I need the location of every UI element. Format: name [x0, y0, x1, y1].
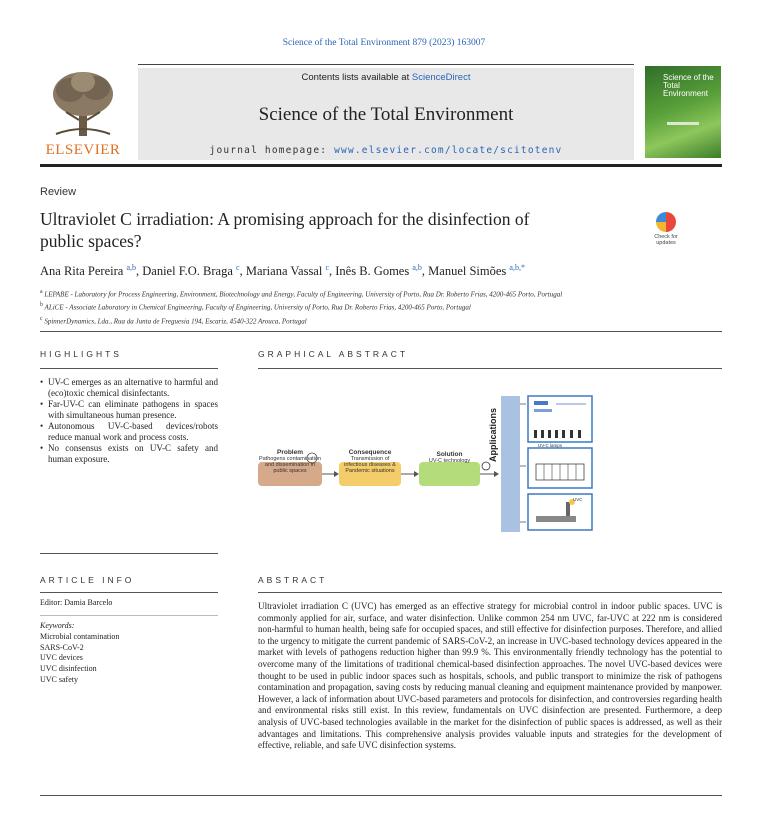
solution-label: Solution UV-C technology: [428, 451, 471, 464]
highlights-list: [40, 377, 218, 465]
highlight-item: • UV-C emerges as an alternative to harmful and (eco)toxic chemical disinfectants.: [40, 377, 218, 399]
author[interactable]: Mariana Vassal $^c$: [245, 263, 330, 279]
author-affil-sup[interactable]: a,b,*: [509, 263, 525, 272]
article-info-heading: ARTICLE INFO: [40, 575, 135, 585]
abstract-heading: ABSTRACT: [258, 575, 328, 585]
abstract-text: Ultraviolet irradiation C (UVC) has emerged as an effective strategy for microbial control in indoor public spaces. UVC is commonly applied for air, surface, and water disinfection. Unlike common 254 nm UVC, far-UVC at 222 nm is considered non-harmful to human health, being safe for occupied spaces, and still effective for disinfection purposes. Therefore, and allied to the urgency to mitigate the current pandemic of SARS-CoV-2, an increase in UVC-based technology devices appeared in the market with levels of pathogens reduction higher than 99.9 %. This environmentally friendly technology has the potential to overcome many of the limitations of traditional chemical-based disinfection approaches. The novel UVC-based devices were thought to be used in public indoor spaces such as hospitals, schools, and public transport to minimize the risk of pathogens contamination and propagation, saving costs by reducing manual cleaning and equipment maintenance provided by manpower. However, a lack of information about UVC-based parameters and protocols for disinfection, and controversies regarding health and environmental risks still exist. In this review, fundamentals on UVC disinfection are presented. Furthermore, a deep analysis of UVC-based technologies available in the market for the disinfection of public spaces is addressed, as well as their advantages and limitations. This comprehensive analysis provides valuable inputs and strategies for the development of effective, reliable, and safe UVC disinfection systems.: [258, 601, 722, 751]
problem-label: Problem Pathogens contamination and dissemination in public spaces: [258, 449, 322, 474]
elsevier-tree-icon: [46, 68, 120, 138]
check-updates-line2: updates: [656, 240, 676, 246]
keywords-label: Keywords:: [40, 621, 75, 630]
cover-title-line1: Science of the: [663, 73, 714, 82]
affiliation-item: $^a$ LEPABE - Laboratory for Process Engineering, Environment, Biotechnology and Energy, Faculty of Engineering, University of Porto, Rua Dr. Roberto Frias, 4200-465 Porto, Portugal: [40, 289, 563, 299]
uvc-lamps-label: UV-C lamps: [538, 443, 563, 448]
keyword: Microbial contamination: [40, 631, 120, 641]
journal-citation[interactable]: Science of the Total Environment 879 (2023) 163007: [282, 38, 486, 48]
author[interactable]: Inês B. Gomes $^{a,b}$: [335, 263, 422, 279]
author-affil-sup[interactable]: a,b: [126, 263, 136, 272]
highlight-item: • No consensus exists on UV-C safety and human exposure.: [40, 443, 218, 465]
check-updates-text: [648, 234, 684, 246]
keyword: SARS-CoV-2: [40, 642, 84, 652]
editor-line: Editor: Damia Barcelo: [40, 598, 113, 607]
footer-rule: [40, 795, 722, 796]
highlight-item: • Far-UV-C can eliminate pathogens in spaces with simultaneous human presence.: [40, 399, 218, 421]
author-affil-sup[interactable]: c: [236, 263, 240, 272]
author[interactable]: Ana Rita Pereira $^{a,b}$: [40, 263, 136, 279]
header-top-rule: [138, 64, 634, 65]
highlights-rule: [40, 368, 218, 369]
author[interactable]: Manuel Simões $^{a,b,*}$: [428, 263, 525, 279]
contents-available-text: Contents lists available at: [301, 72, 412, 83]
cover-title-line2: Total Environment: [663, 81, 708, 98]
sciencedirect-link[interactable]: ScienceDirect: [411, 72, 471, 83]
editor-rule: [40, 615, 218, 616]
article-title-line2: public spaces?: [40, 231, 142, 251]
uvc-label: UVC: [573, 497, 583, 502]
abstract-rule: [258, 592, 722, 593]
author-affil-sup[interactable]: c: [325, 263, 330, 272]
article-title: [40, 208, 600, 252]
article-info-rule: [40, 592, 218, 593]
journal-banner: [138, 68, 634, 160]
keywords-block: [40, 621, 119, 686]
journal-cover-image[interactable]: [645, 66, 721, 158]
article-type: Review: [40, 186, 77, 198]
cover-title: [663, 74, 721, 98]
keyword: UVC disinfection: [40, 664, 97, 674]
solution-box: [419, 462, 480, 486]
applications-bar: [501, 396, 520, 532]
highlight-item: • Autonomous UV-C-based devices/robots reduce manual work and process costs.: [40, 421, 218, 443]
author[interactable]: Daniel F.O. Braga $^c$: [142, 263, 240, 279]
section-rule: [40, 331, 722, 332]
homepage-link[interactable]: www.elsevier.com/locate/scitotenv: [334, 145, 563, 156]
consequence-label: Consequence Transmission of infectious diseases & Pandemic situations: [344, 449, 396, 474]
cover-stripe: [667, 122, 699, 125]
journal-homepage-line: [138, 145, 634, 156]
author-list: Ana Rita Pereira $^{a,b}$, Daniel F.O. Braga $^c$, Mariana Vassal $^c$, Inês B. Gomes $^{a,b}$, Manuel Simões $^{a,b,*}$: [40, 263, 525, 279]
publisher-wordmark: ELSEVIER: [45, 142, 121, 158]
contents-available-line: [138, 72, 634, 83]
affiliation-item: $^c$ SpinnerDynamics, Lda., Rua da Junta de Freguesia 194, Escariz, 4540-322 Arouca, Portugal: [40, 315, 307, 325]
article-title-line1: Ultraviolet C irradiation: A promising approach for the disinfection of: [40, 209, 530, 229]
header-heavy-rule: [40, 164, 722, 167]
applications-label: Applications: [488, 407, 498, 462]
graphical-abstract-heading: GRAPHICAL ABSTRACT: [258, 349, 409, 359]
check-updates-line1: Check for: [654, 234, 678, 240]
keyword: UVC safety: [40, 674, 78, 684]
highlights-bottom-rule: [40, 553, 218, 554]
highlights-heading: HIGHLIGHTS: [40, 349, 122, 359]
check-for-updates-badge[interactable]: [648, 212, 684, 248]
affiliations: [40, 287, 720, 327]
publisher-logo[interactable]: [40, 68, 126, 160]
affiliation-item: $^b$ ALiCE - Associate Laboratory in Chemical Engineering, Faculty of Engineering, University of Porto, Rua Dr. Roberto Frias, 4200-465 Porto, Portugal: [40, 302, 471, 312]
journal-title: Science of the Total Environment: [258, 104, 514, 125]
keyword: UVC devices: [40, 653, 83, 663]
check-updates-icon: [656, 212, 676, 232]
author-affil-sup[interactable]: a,b: [412, 263, 422, 272]
homepage-label: journal homepage:: [209, 145, 335, 156]
